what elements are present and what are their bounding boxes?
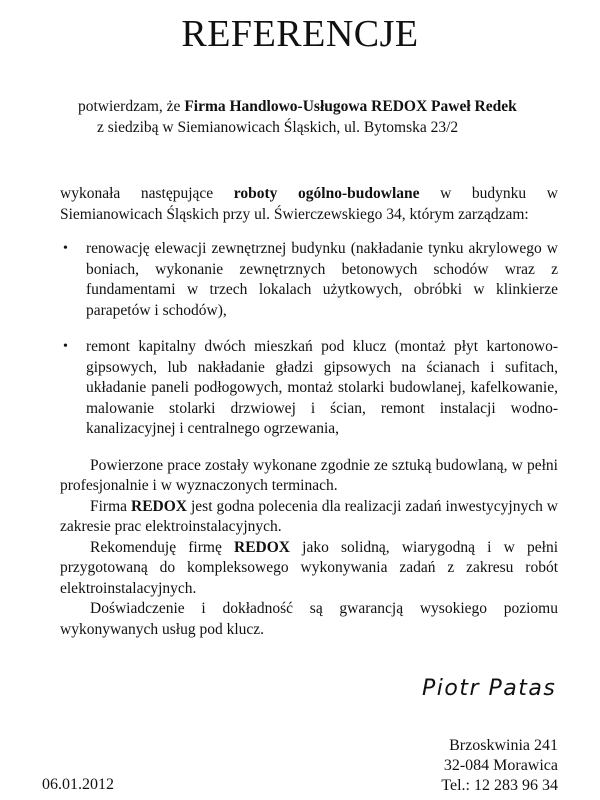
signature: Piotr Patas bbox=[422, 676, 557, 701]
paragraph-endorsement bbox=[60, 538, 558, 600]
para1-prefix: wykonała następujące bbox=[60, 185, 234, 202]
intro-line-1 bbox=[78, 96, 578, 117]
paragraph-closing: Doświadczenie i dokładność są gwarancją wysokiego poziomu wykonywanych usług pod klucz. bbox=[60, 600, 558, 638]
list-item-text: remont kapitalny dwóch mieszkań pod klucz (montaż płyt kartonowo-gipsowych, lub nakładanie gładzi gipsowych na ścianach i sufitach, układanie paneli podłogowych, montaż stolarki budowlanej, kafelkowanie, malowanie stolarki drzwiowej i ścian, remont instalacji wodno-kanalizacyjnej i centralnego ogrzewania, bbox=[86, 338, 558, 437]
para1-bold: roboty ogólno-budowlane bbox=[233, 185, 420, 202]
list-item bbox=[60, 239, 558, 321]
list-item-text: renowację elewacji zewnętrznej budynku (nakładanie tynku akrylowego w boniach, wykonanie zewnętrznych betonowych schodów wraz z fundamentami w trzech lokalach użytkowych, obróbki w klinkierze parapetów i schodów), bbox=[86, 240, 558, 319]
para3-suffix: jest godna polecenia dla realizacji zadań inwestycyjnych w zakresie prac elektroinstalacyjnych. bbox=[60, 497, 558, 535]
document-date: 06.01.2012 bbox=[42, 776, 114, 793]
para4-prefix: Rekomenduję firmę bbox=[90, 538, 234, 556]
para3-bold: REDOX bbox=[131, 497, 187, 515]
intro-prefix: potwierdzam, że bbox=[78, 98, 185, 115]
intro-line-2: z siedzibą w Siemianowicach Śląskich, ul. Bytomska 23/2 bbox=[97, 119, 459, 136]
address-block bbox=[441, 736, 558, 796]
paragraph-works bbox=[60, 184, 558, 225]
address-phone: Tel.: 12 283 96 34 bbox=[441, 777, 558, 794]
address-street: Brzoskwinia 241 bbox=[449, 737, 558, 754]
bullet-icon: • bbox=[63, 339, 68, 354]
document-title: REFERENCJE bbox=[181, 13, 419, 55]
bullet-icon: • bbox=[63, 241, 68, 256]
works-list bbox=[60, 239, 558, 440]
para1-suffix: w budynku w Siemianowicach Śląskich przy ul. Świerczewskiego 34, którym zarządzam: bbox=[60, 185, 558, 223]
company-name: Firma Handlowo-Usługowa REDOX Paweł Redek bbox=[184, 98, 517, 115]
para4-bold: REDOX bbox=[234, 538, 290, 556]
para3-prefix: Firma bbox=[90, 497, 132, 515]
list-item bbox=[60, 337, 558, 440]
para4-suffix: jako solidną, wiarygodną i w pełni przygotowaną do kompleksowego wykonywania zadań z zakresu robót elektroinstalacyjnych. bbox=[60, 538, 559, 597]
letter-body bbox=[60, 184, 558, 640]
paragraph-recommendation bbox=[60, 497, 558, 538]
paragraph-quality: Powierzone prace zostały wykonane zgodnie ze sztuką budowlaną, w pełni profesjonalnie i w wyznaczonych terminach. bbox=[60, 456, 558, 494]
intro-block bbox=[78, 96, 578, 138]
address-city: 32-084 Morawica bbox=[443, 757, 558, 774]
